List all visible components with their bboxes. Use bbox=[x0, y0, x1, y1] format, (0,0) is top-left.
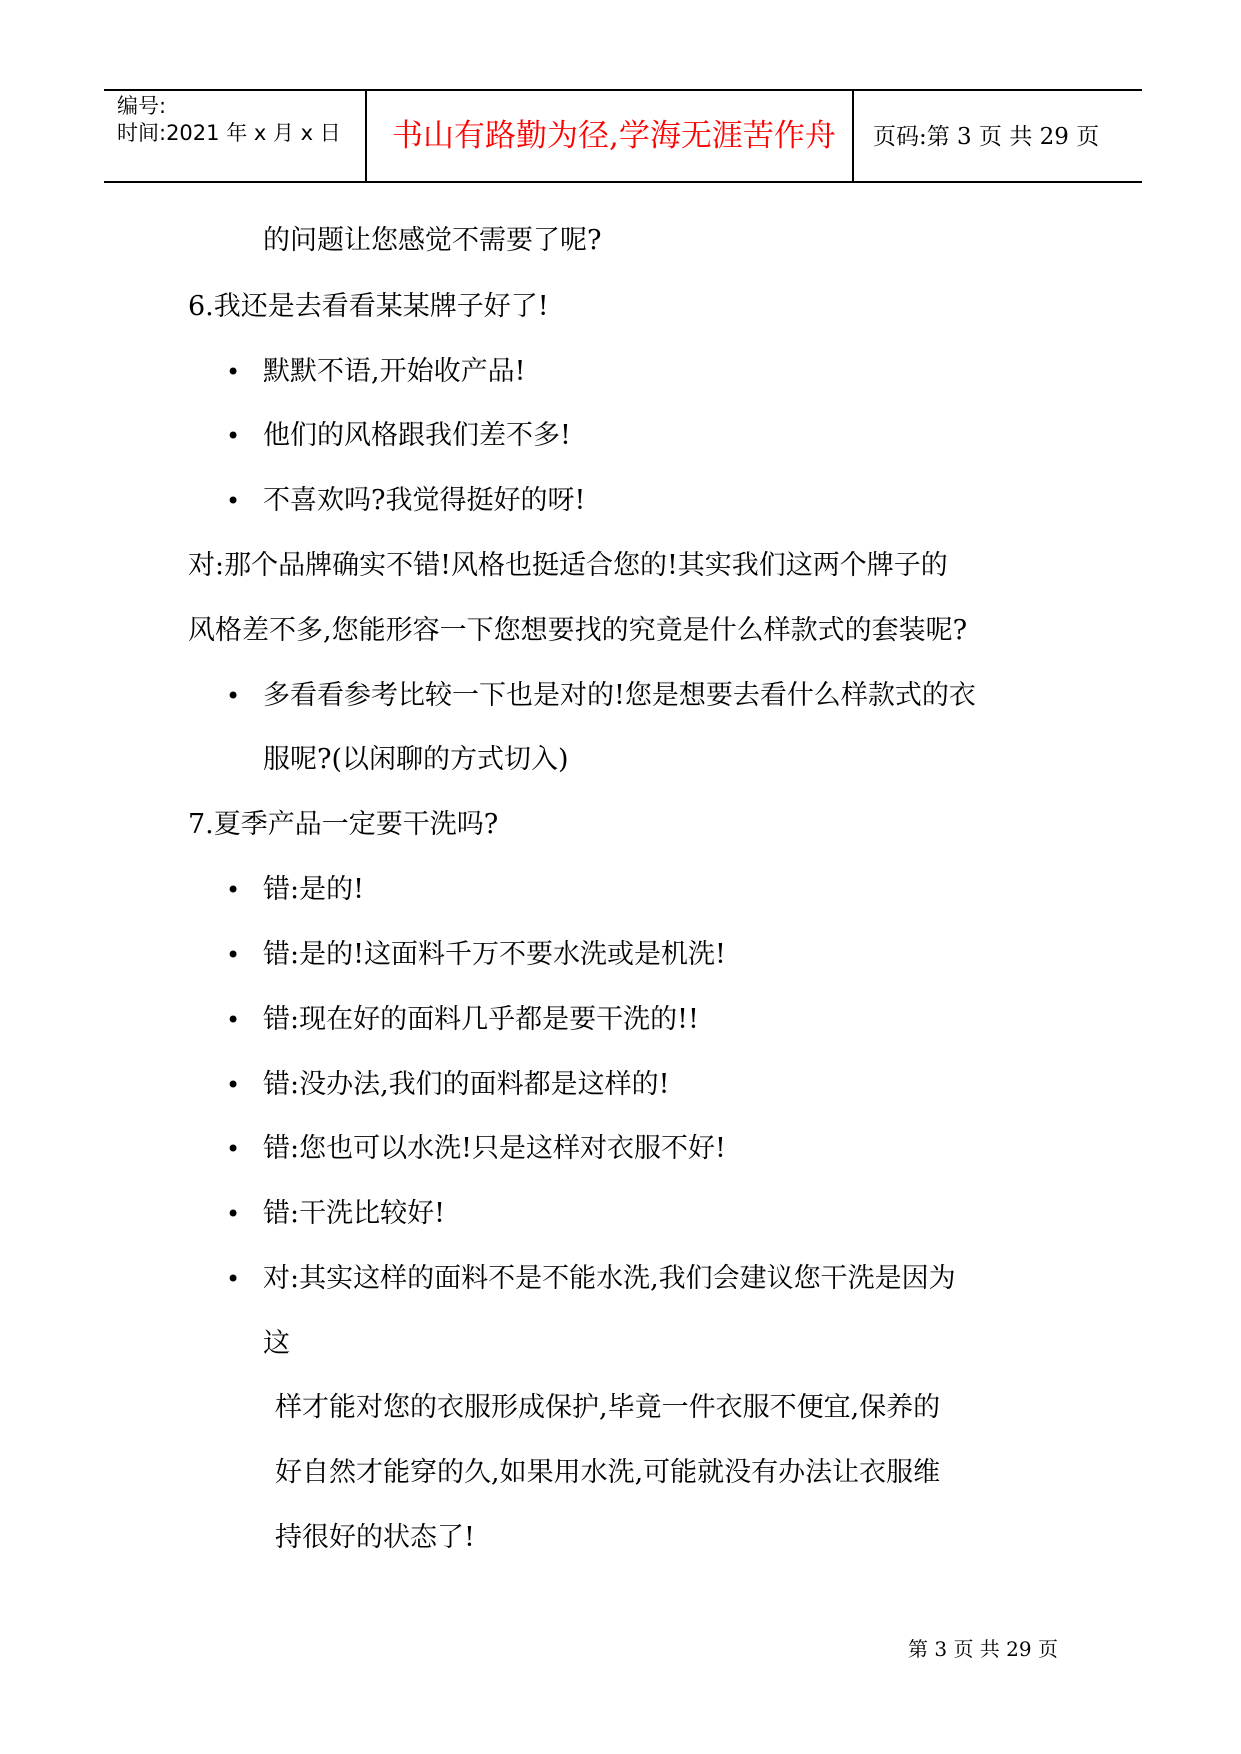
answer-line: 错:干洗比较好! bbox=[263, 1198, 445, 1229]
header-time-label: 时间:2021 年 x 月 x 日 bbox=[117, 121, 341, 145]
answer-line: 默默不语,开始收产品! bbox=[263, 356, 526, 387]
header-page-code: 页码:第 3 页 共 29 页 bbox=[873, 124, 1100, 150]
header-bottom-rule bbox=[104, 181, 1142, 183]
correct-answer-line: 对:那个品牌确实不错!风格也挺适合您的!其实我们这两个牌子的 bbox=[188, 550, 948, 581]
body-line: 的问题让您感觉不需要了呢? bbox=[263, 225, 602, 256]
footer-page-number: 第 3 页 共 29 页 bbox=[908, 1637, 1058, 1661]
answer-line: 错:是的! bbox=[263, 874, 364, 905]
answer-line-continued: 服呢?(以闲聊的方式切入) bbox=[263, 744, 569, 775]
bullet-icon: • bbox=[226, 1006, 241, 1034]
answer-line-continued: 持很好的状态了! bbox=[275, 1522, 475, 1553]
answer-line: 不喜欢吗?我觉得挺好的呀! bbox=[263, 485, 586, 516]
bullet-icon: • bbox=[226, 422, 241, 450]
question-7: 7.夏季产品一定要干洗吗? bbox=[188, 809, 499, 840]
bullet-icon: • bbox=[226, 487, 241, 515]
bullet-icon: • bbox=[226, 941, 241, 969]
header-top-rule bbox=[104, 89, 1142, 91]
answer-line-continued: 好自然才能穿的久,如果用水洗,可能就没有办法让衣服维 bbox=[275, 1457, 941, 1488]
question-6: 6.我还是去看看某某牌子好了! bbox=[188, 291, 549, 322]
answer-line: 对:其实这样的面料不是不能水洗,我们会建议您干洗是因为 bbox=[263, 1263, 956, 1294]
bullet-icon: • bbox=[226, 1135, 241, 1163]
answer-line: 错:您也可以水洗!只是这样对衣服不好! bbox=[263, 1133, 726, 1164]
bullet-icon: • bbox=[226, 682, 241, 710]
bullet-icon: • bbox=[226, 1200, 241, 1228]
answer-line: 错:现在好的面料几乎都是要干洗的!! bbox=[263, 1004, 699, 1035]
header-motto: 书山有路勤为径,学海无涯苦作舟 bbox=[392, 118, 836, 154]
answer-line: 他们的风格跟我们差不多! bbox=[263, 420, 571, 451]
answer-line-continued: 这 bbox=[263, 1328, 290, 1359]
correct-answer-line: 风格差不多,您能形容一下您想要找的究竟是什么样款式的套装呢? bbox=[188, 615, 968, 646]
header-divider-left bbox=[365, 89, 367, 182]
header-divider-right bbox=[852, 89, 854, 182]
bullet-icon: • bbox=[226, 358, 241, 386]
answer-line: 多看看参考比较一下也是对的!您是想要去看什么样款式的衣 bbox=[263, 680, 976, 711]
answer-line-continued: 样才能对您的衣服形成保护,毕竟一件衣服不便宜,保养的 bbox=[275, 1392, 941, 1423]
bullet-icon: • bbox=[226, 876, 241, 904]
bullet-icon: • bbox=[226, 1071, 241, 1099]
bullet-icon: • bbox=[226, 1265, 241, 1293]
answer-line: 错:是的!这面料千万不要水洗或是机洗! bbox=[263, 939, 726, 970]
header-number-label: 编号: bbox=[117, 94, 167, 118]
answer-line: 错:没办法,我们的面料都是这样的! bbox=[263, 1069, 670, 1100]
